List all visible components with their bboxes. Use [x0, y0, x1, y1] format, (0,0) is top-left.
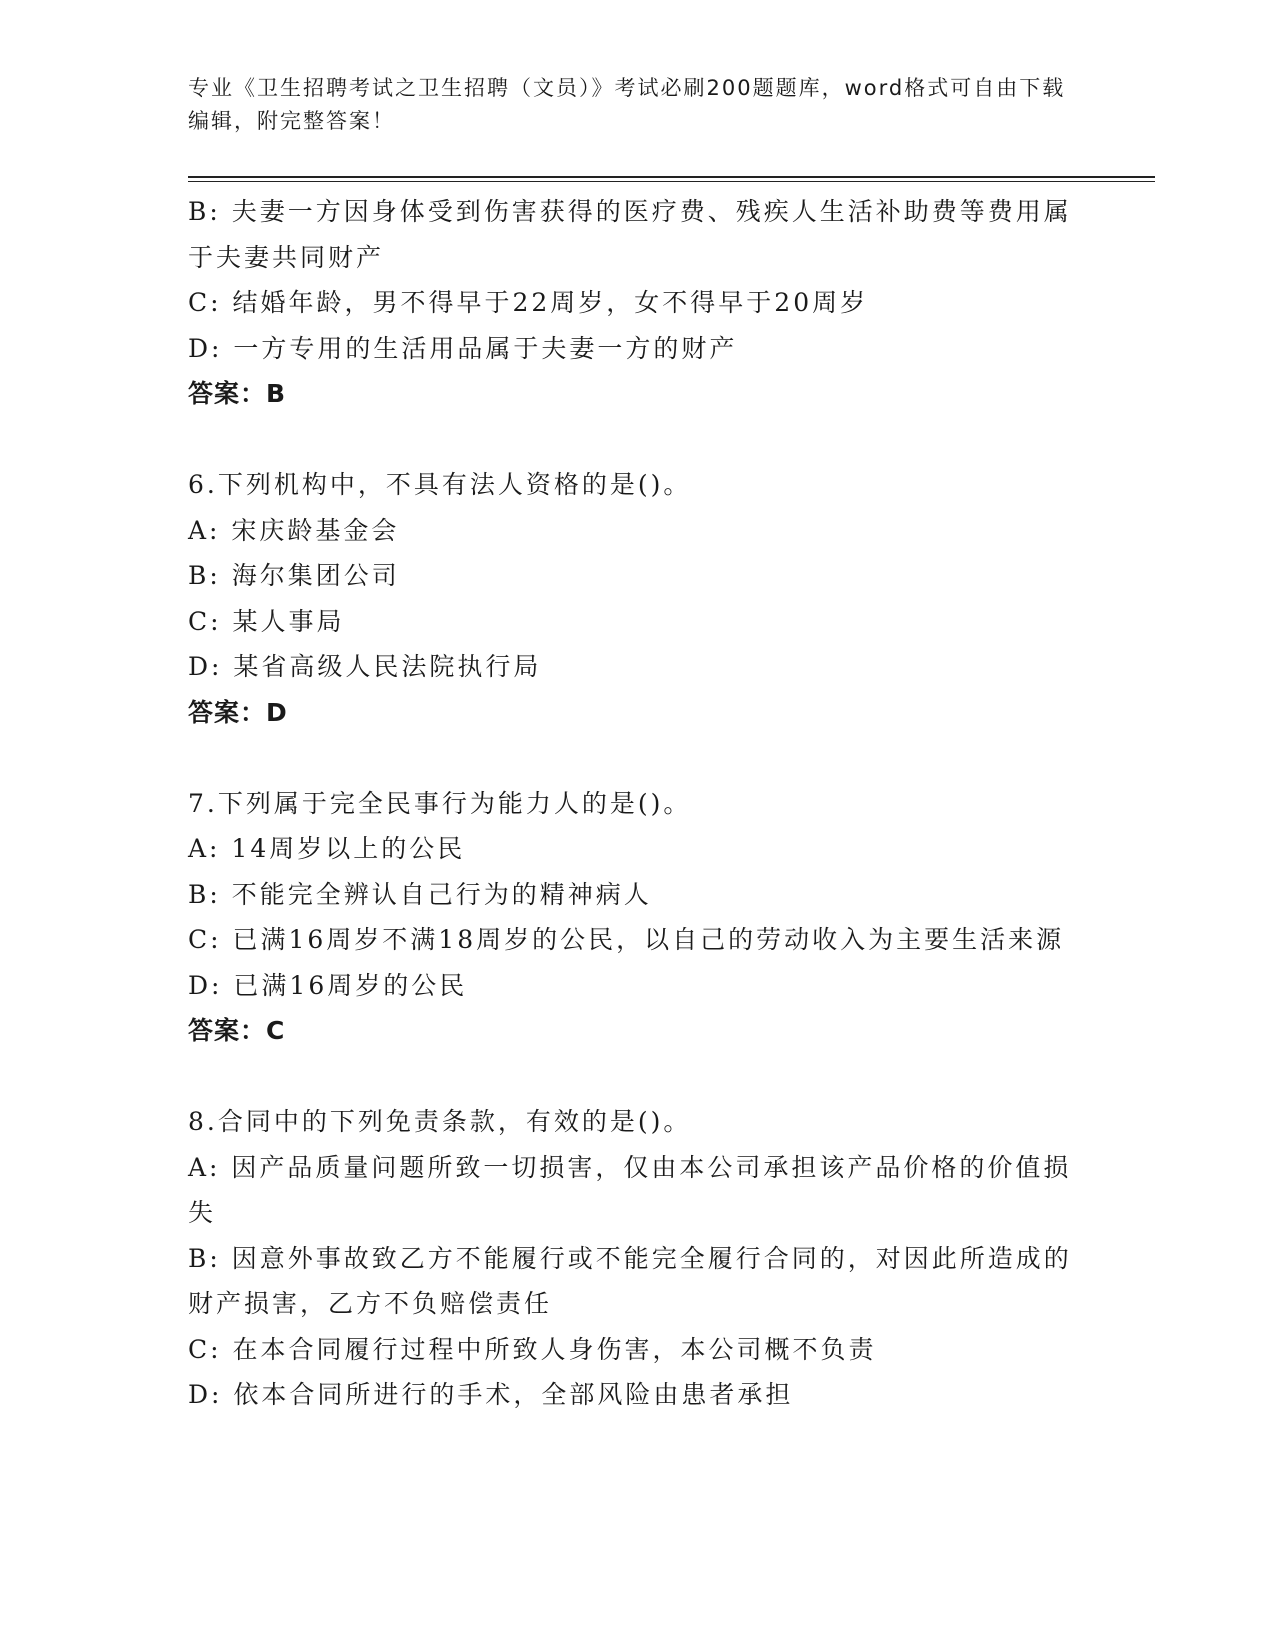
option-d: D: 依本合同所进行的手术，全部风险由患者承担 [188, 1380, 794, 1409]
option-c: C: 在本合同履行过程中所致人身伤害，本公司概不负责 [188, 1334, 877, 1364]
option-a: A: 因产品质量问题所致一切损害，仅由本公司承担该产品价格的价值损失 [188, 1152, 1072, 1227]
option-c: C: 某人事局 [188, 606, 345, 636]
question-text: 8.合同中的下列免责条款，有效的是()。 [188, 1107, 692, 1136]
spacer [188, 1054, 1078, 1100]
spacer [188, 735, 1078, 781]
question-text: 7.下列属于完全民事行为能力人的是()。 [188, 788, 692, 818]
option-d: D: 某省高级人民法院执行局 [188, 652, 542, 681]
option-c: C: 结婚年龄，男不得早于22周岁，女不得早于20周岁 [188, 288, 869, 317]
question-6 [188, 462, 1078, 735]
option-d: D: 一方专用的生活用品属于夫妻一方的财产 [188, 333, 738, 363]
question-8 [188, 1099, 1078, 1418]
option-b: B: 海尔集团公司 [188, 561, 400, 590]
question-content [188, 189, 1078, 1418]
spacer [188, 417, 1078, 463]
option-a: A: 宋庆龄基金会 [188, 515, 400, 545]
option-b: B: 夫妻一方因身体受到伤害获得的医疗费、残疾人生活补助费等费用属于夫妻共同财产 [188, 197, 1072, 272]
header-rule-thick [188, 176, 1155, 178]
answer: 答案：D [188, 697, 288, 727]
option-b: B: 不能完全辨认自己行为的精神病人 [188, 879, 652, 909]
question-7 [188, 781, 1078, 1054]
option-c: C: 已满16周岁不满18周岁的公民，以自己的劳动收入为主要生活来源 [188, 925, 1065, 954]
question-5 [188, 189, 1078, 417]
answer: 答案：B [188, 379, 287, 408]
document-title: 专业《卫生招聘考试之卫生招聘（文员）》考试必刷200题题库，word格式可自由下载编辑，附完整答案！ [188, 76, 1066, 133]
question-text: 6.下列机构中，不具有法人资格的是()。 [188, 470, 692, 499]
option-b: B: 因意外事故致乙方不能履行或不能完全履行合同的，对因此所造成的财产损害，乙方不负赔偿责任 [188, 1243, 1072, 1318]
answer: 答案：C [188, 1016, 286, 1045]
option-d: D: 已满16周岁的公民 [188, 970, 468, 1000]
header-rule-thin [188, 181, 1155, 182]
option-a: A: 14周岁以上的公民 [188, 834, 466, 863]
page-header [188, 72, 1068, 138]
